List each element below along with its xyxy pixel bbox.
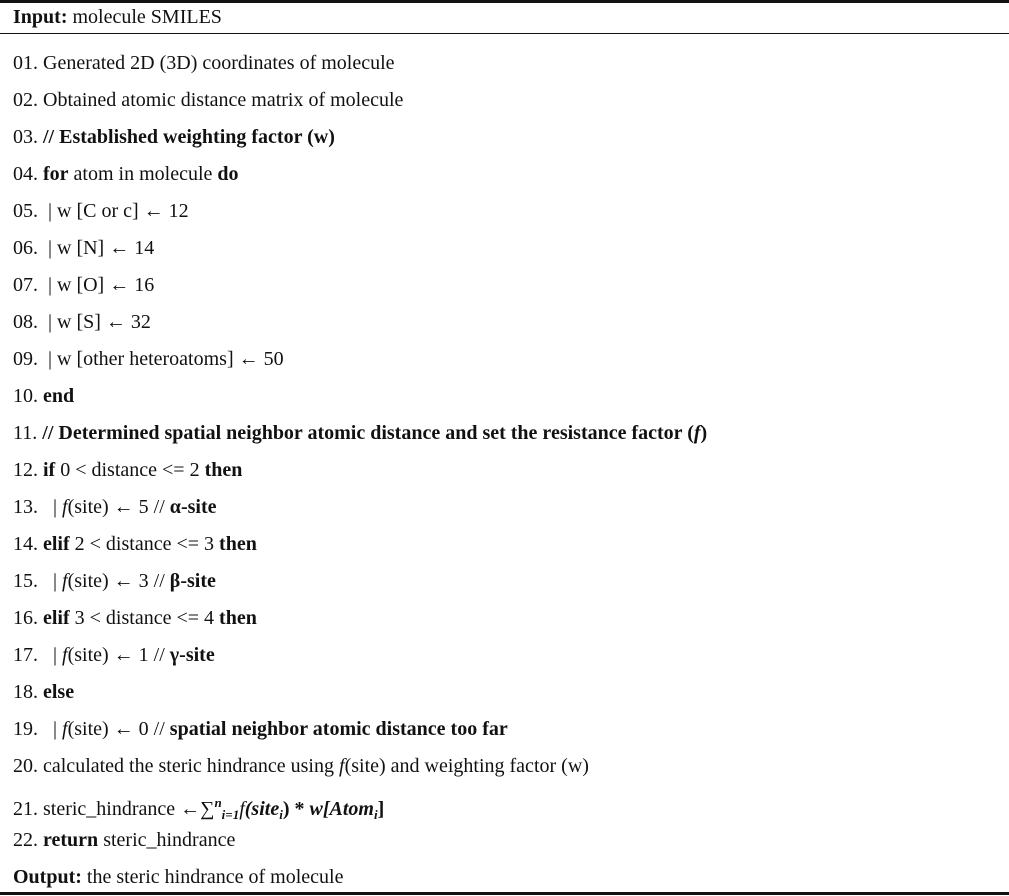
f-symbol: f [339, 755, 345, 777]
keyword-else: else [43, 681, 75, 703]
input-line [13, 2, 222, 32]
line-07: 07. | w [O] ← 16 [13, 274, 155, 296]
line-number: 18. [13, 681, 43, 703]
f-symbol: f [62, 644, 68, 666]
line-text: 20. calculated the steric hindrance using [13, 755, 339, 777]
comment: spatial neighbor atomic distance too far [169, 718, 508, 740]
multiply: ) * [282, 798, 310, 820]
line-number: 22. [13, 829, 43, 851]
line-text: atom in molecule [68, 163, 218, 185]
keyword-for: for [43, 163, 69, 185]
comment: // Determined spatial neighbor atomic distance and set the resistance factor ( [42, 422, 694, 444]
line-text: (site) ← 0 // [67, 718, 170, 740]
sum-limits [214, 788, 239, 830]
line-19 [13, 714, 508, 744]
line-08: 08. | w [S] ← 32 [13, 311, 151, 333]
atom-subscript: i [373, 807, 378, 822]
site-term: (site [244, 798, 280, 820]
atom-term: [Atom [322, 798, 374, 820]
line-04 [13, 159, 239, 189]
output-line [13, 862, 343, 892]
site-subscript: i [279, 807, 283, 822]
comment-close: ) [700, 422, 708, 444]
line-text: 0 < distance <= 2 [55, 459, 205, 481]
input-label: Input: [13, 6, 68, 28]
line-number: 12. [13, 459, 43, 481]
line-15 [13, 566, 216, 596]
line-number: 17. | [13, 644, 63, 666]
line-text: steric_hindrance [98, 829, 236, 851]
line-11 [13, 418, 707, 448]
f-symbol: f [693, 422, 701, 444]
line-text: (site) ← 1 // [67, 644, 170, 666]
f-symbol: f [62, 496, 68, 518]
line-number: 11. [13, 422, 43, 444]
site-label: γ-site [169, 644, 215, 666]
line-17 [13, 640, 215, 670]
line-22 [13, 825, 235, 855]
line-05: 05. | w [C or c] ← 12 [13, 200, 189, 222]
sum-upper-limit: n [214, 795, 222, 810]
line-06: 06. | w [N] ← 14 [13, 237, 155, 259]
comment: // Established weighting factor (w) [43, 126, 335, 148]
line-13 [13, 492, 217, 522]
line-20 [13, 751, 589, 781]
keyword-then: then [204, 459, 243, 481]
line-number: 03. [13, 126, 43, 148]
header-rule [0, 33, 1009, 34]
w-symbol: w [309, 798, 323, 820]
keyword-return: return [43, 829, 99, 851]
keyword-elif: elif [43, 607, 70, 629]
line-01: 01. Generated 2D (3D) coordinates of molecule [13, 52, 395, 74]
keyword-then: then [219, 607, 257, 629]
line-text: (site) and weighting factor (w) [344, 755, 589, 777]
line-number: 15. | [13, 570, 63, 592]
f-symbol: f [62, 570, 68, 592]
line-10 [13, 381, 74, 411]
keyword-then: then [219, 533, 257, 555]
keyword-elif: elif [43, 533, 70, 555]
site-label: α-site [169, 496, 217, 518]
input-text: molecule SMILES [67, 6, 222, 28]
sum-symbol: ∑ [200, 798, 215, 820]
line-21 [13, 788, 385, 822]
line-text: 3 < distance <= 4 [69, 607, 220, 629]
line-16 [13, 603, 257, 633]
output-text: the steric hindrance of molecule [81, 866, 344, 888]
f-symbol: f [62, 718, 68, 740]
f-symbol: f [239, 798, 245, 820]
keyword-if: if [43, 459, 56, 481]
line-09: 09. | w [other heteroatoms] ← 50 [13, 348, 284, 370]
line-02: 02. Obtained atomic distance matrix of molecule [13, 89, 404, 111]
line-14 [13, 529, 257, 559]
keyword-do: do [217, 163, 239, 185]
sum-lower-limit: i=1 [221, 807, 240, 822]
line-12 [13, 455, 242, 485]
line-number: 16. [13, 607, 43, 629]
keyword-end: end [43, 385, 75, 407]
line-number: 04. [13, 163, 43, 185]
bottom-rule [0, 892, 1009, 895]
site-label: β-site [169, 570, 216, 592]
line-18 [13, 677, 74, 707]
output-label: Output: [13, 866, 82, 888]
line-text: (site) ← 3 // [67, 570, 170, 592]
line-03 [13, 122, 335, 152]
bracket-close: ] [377, 798, 385, 820]
line-text: 2 < distance <= 3 [69, 533, 220, 555]
line-number: 10. [13, 385, 43, 407]
line-number: 19. | [13, 718, 63, 740]
line-text: 21. steric_hindrance ← [13, 798, 201, 820]
line-number: 14. [13, 533, 43, 555]
line-number: 13. | [13, 496, 63, 518]
line-text: (site) ← 5 // [67, 496, 170, 518]
